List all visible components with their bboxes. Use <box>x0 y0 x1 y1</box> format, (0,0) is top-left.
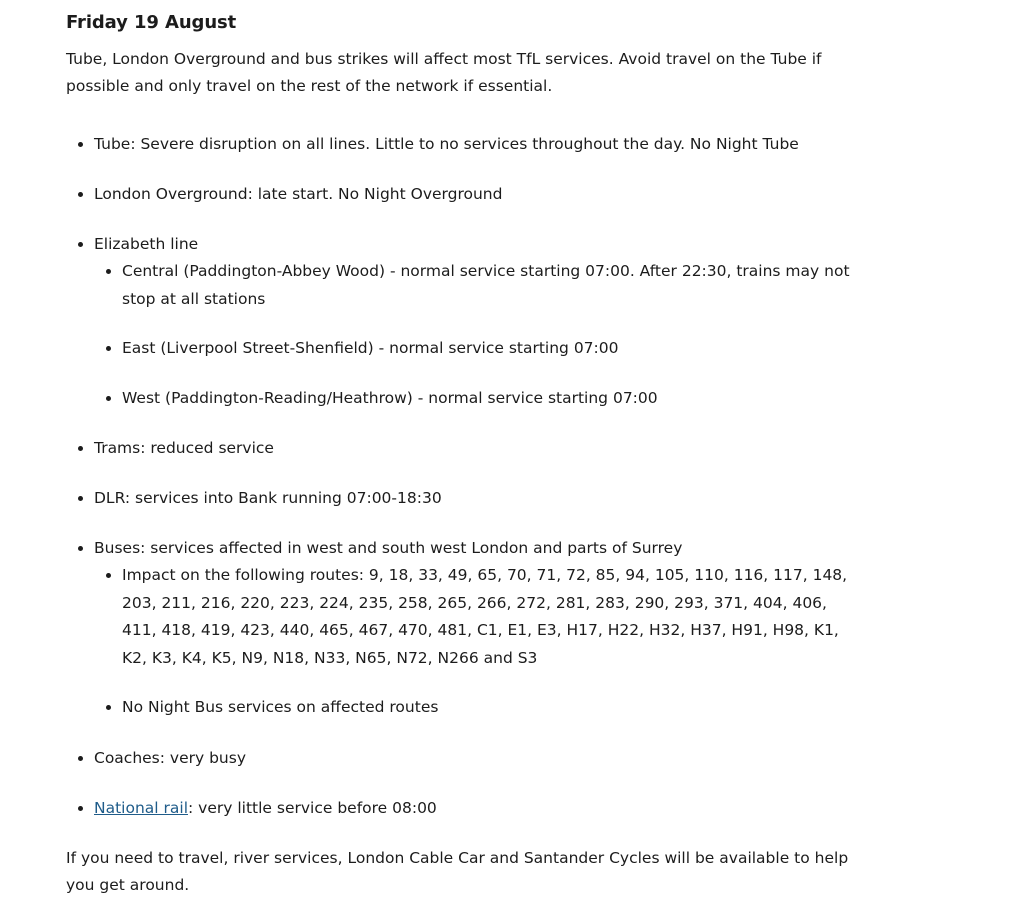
sublist-item-night-bus: • No Night Bus services on affected routes <box>122 694 866 722</box>
sublist-item-west: • West (Paddington-Reading/Heathrow) - normal service starting 07:00 <box>122 385 866 413</box>
list-item-buses <box>94 535 866 722</box>
outro-paragraph: If you need to travel, river services, London Cable Car and Santander Cycles will be available to help you get around. <box>66 848 849 894</box>
list-item-elizabeth-line <box>94 231 866 412</box>
list-item-dlr: • DLR: services into Bank running 07:00-18:30 <box>94 485 866 512</box>
page-title: Friday 19 August <box>66 12 237 33</box>
list-item-overground: • London Overground: late start. No Night Overground <box>94 181 866 208</box>
buses-label: Buses: services affected in west and south west London and parts of Surrey <box>94 539 683 557</box>
list-item-national-rail <box>94 795 866 822</box>
sublist-item-central: • Central (Paddington-Abbey Wood) - normal service starting 07:00. After 22:30, trains may not stop at all stations <box>122 258 866 313</box>
buses-sublist <box>94 562 866 722</box>
elizabeth-line-label: Elizabeth line <box>94 235 199 253</box>
service-list <box>66 131 866 822</box>
sublist-item-bus-routes: • Impact on the following routes: 9, 18, 33, 49, 65, 70, 71, 72, 85, 94, 105, 110, 116, 117, 148, 203, 211, 216, 220, 223, 224, 235, 258, 265, 266, 272, 281, 283, 290, 293, 371, 404, 406, 411, 418, 419, 423, 440, 465, 467, 470, 481, C1, E1, E3, H17, H22, H32, H37, H91, H98, K1, K2, K3, K4, K5, N9, N18, N33, N65, N72, N266 and S3 <box>122 562 866 672</box>
list-item-tube: • Tube: Severe disruption on all lines. Little to no services throughout the day. No Night Tube <box>94 131 866 158</box>
intro-paragraph: Tube, London Overground and bus strikes will affect most TfL services. Avoid travel on the Tube if possible and only travel on the rest of the network if essential. <box>66 50 822 95</box>
elizabeth-line-sublist <box>94 258 866 412</box>
national-rail-link[interactable]: National rail <box>94 798 188 817</box>
list-item-coaches: • Coaches: very busy <box>94 745 866 772</box>
list-item-trams: • Trams: reduced service <box>94 435 866 462</box>
national-rail-text: : very little service before 08:00 <box>188 798 437 817</box>
sublist-item-east: • East (Liverpool Street-Shenfield) - normal service starting 07:00 <box>122 335 866 363</box>
